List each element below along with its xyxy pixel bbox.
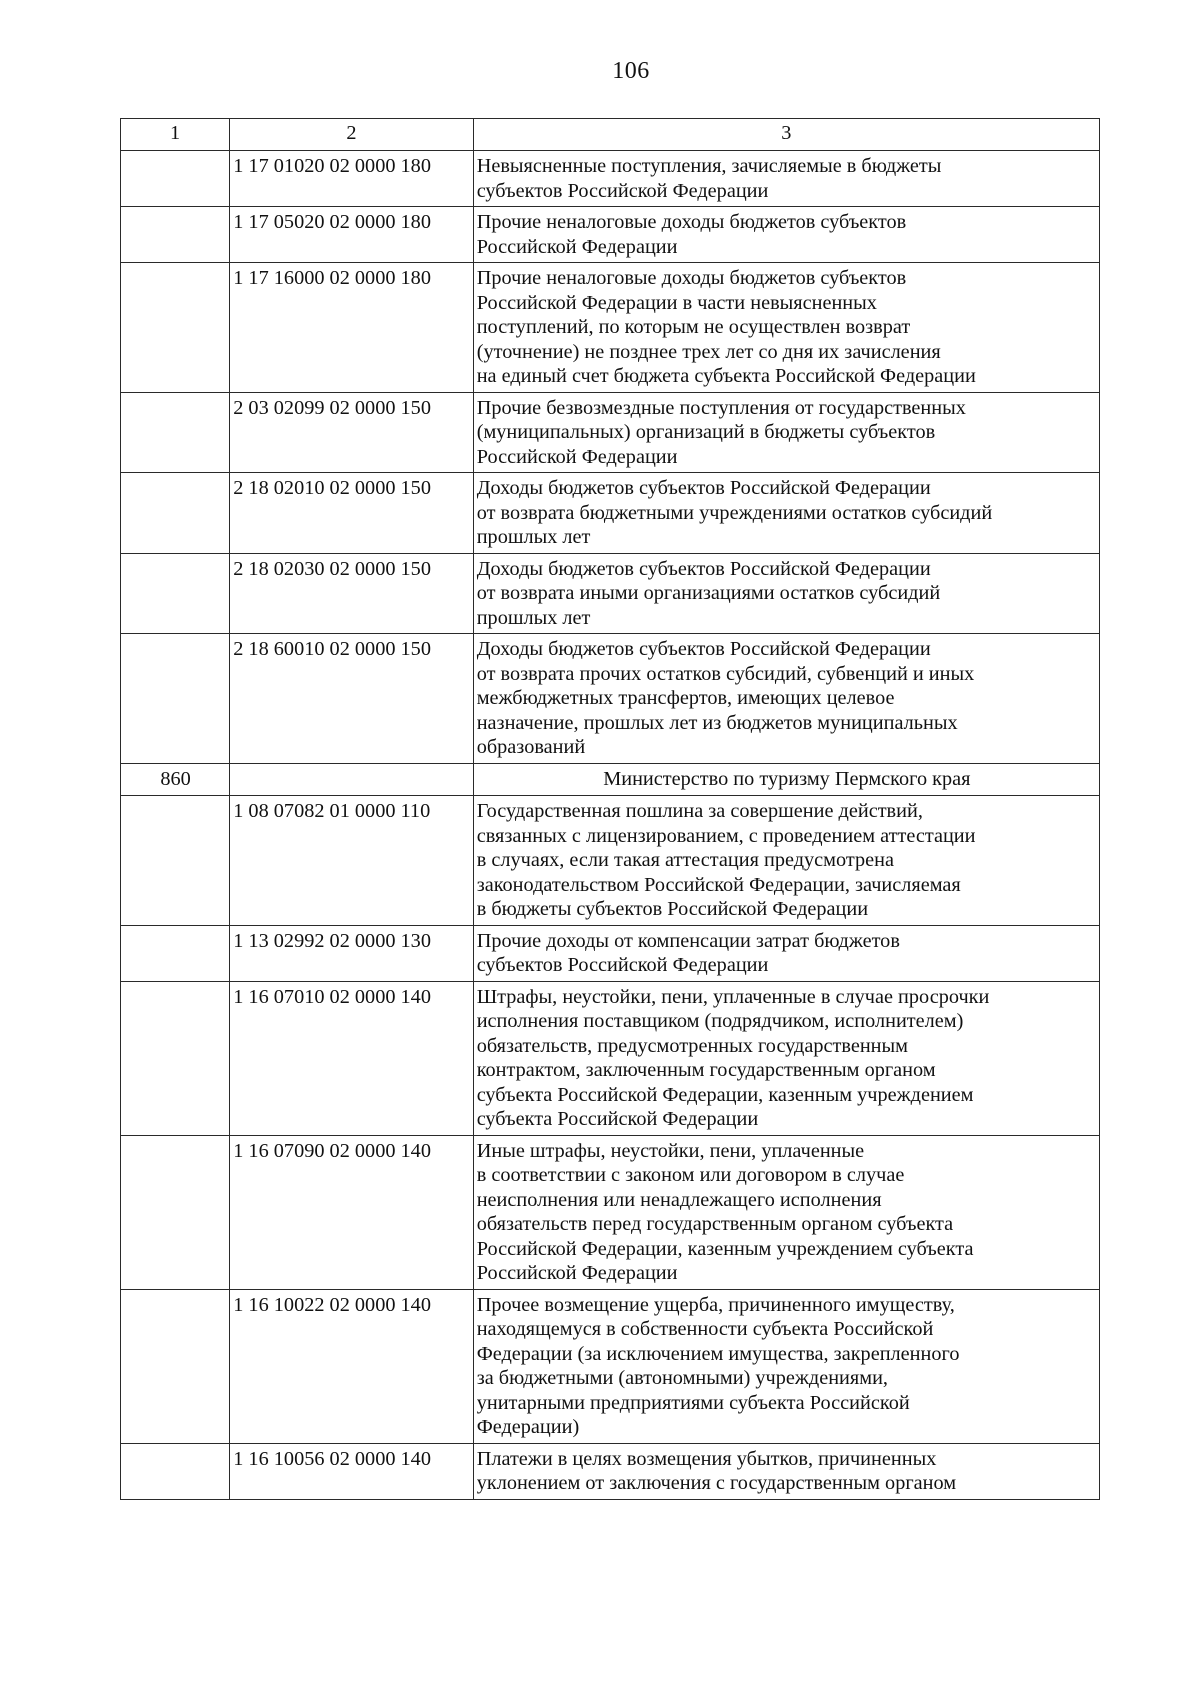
table-row — [121, 925, 1100, 981]
revenue-description-cell: Штрафы, неустойки, пени, уплаченные в случае просрочки исполнения поставщиком (подрядчиком, исполнителем) обязательств, предусмотренных государственным контрактом, заключенным государственным органом субъекта Российской Федерации, казенным учреждением субъекта Российской Федерации — [473, 981, 1099, 1135]
budget-code-cell: 1 16 10056 02 0000 140 — [230, 1443, 473, 1499]
table-row — [121, 392, 1100, 473]
admin-code-cell: 860 — [121, 763, 230, 796]
table-row — [121, 981, 1100, 1135]
column-header-1: 1 — [121, 119, 230, 151]
budget-code-cell: 1 16 10022 02 0000 140 — [230, 1289, 473, 1443]
budget-code-cell: 2 18 60010 02 0000 150 — [230, 634, 473, 764]
table-row — [121, 1443, 1100, 1499]
table-row — [121, 634, 1100, 764]
budget-code-cell — [230, 763, 473, 796]
budget-code-cell: 1 13 02992 02 0000 130 — [230, 925, 473, 981]
revenue-description-cell: Прочие неналоговые доходы бюджетов субъектов Российской Федерации — [473, 207, 1099, 263]
page-number: 106 — [612, 58, 650, 84]
table-row — [121, 473, 1100, 554]
revenue-description-cell: Прочие доходы от компенсации затрат бюджетов субъектов Российской Федерации — [473, 925, 1099, 981]
admin-code-cell — [121, 796, 230, 926]
budget-code-cell: 2 18 02010 02 0000 150 — [230, 473, 473, 554]
budget-classification-table — [120, 118, 1100, 1500]
admin-code-cell — [121, 473, 230, 554]
revenue-description-cell: Платежи в целях возмещения убытков, причиненных уклонением от заключения с государственным органом — [473, 1443, 1099, 1499]
budget-code-cell: 2 18 02030 02 0000 150 — [230, 553, 473, 634]
table-header-row — [121, 119, 1100, 151]
admin-code-cell — [121, 553, 230, 634]
admin-code-cell — [121, 392, 230, 473]
table-row — [121, 1289, 1100, 1443]
admin-code-cell — [121, 1443, 230, 1499]
table-row — [121, 263, 1100, 393]
revenue-description-cell: Иные штрафы, неустойки, пени, уплаченные в соответствии с законом или договором в случае неисполнения или ненадлежащего исполнения обязательств перед государственным органом субъекта Российской Федерации, казенным учреждением субъекта Российской Федерации — [473, 1135, 1099, 1289]
column-header-2: 2 — [230, 119, 473, 151]
budget-code-cell: 1 08 07082 01 0000 110 — [230, 796, 473, 926]
budget-code-cell: 2 03 02099 02 0000 150 — [230, 392, 473, 473]
table-row — [121, 796, 1100, 926]
revenue-description-cell: Государственная пошлина за совершение действий, связанных с лицензированием, с проведением аттестации в случаях, если такая аттестация предусмотрена законодательством Российской Федерации, зачисляемая в бюджеты субъектов Российской Федерации — [473, 796, 1099, 926]
revenue-description-cell: Доходы бюджетов субъектов Российской Федерации от возврата иными организациями остатков субсидий прошлых лет — [473, 553, 1099, 634]
table-row — [121, 1135, 1100, 1289]
revenue-description-cell: Прочее возмещение ущерба, причиненного имуществу, находящемуся в собственности субъекта Российской Федерации (за исключением имущества, закрепленного за бюджетными (автономными) учреждениями, унитарными предприятиями субъекта Российской Федерации) — [473, 1289, 1099, 1443]
section-header-row — [121, 763, 1100, 796]
admin-code-cell — [121, 207, 230, 263]
admin-code-cell — [121, 1289, 230, 1443]
ministry-name-cell: Министерство по туризму Пермского края — [473, 763, 1099, 796]
budget-code-cell: 1 17 16000 02 0000 180 — [230, 263, 473, 393]
revenue-description-cell: Невыясненные поступления, зачисляемые в бюджеты субъектов Российской Федерации — [473, 151, 1099, 207]
table-row — [121, 151, 1100, 207]
revenue-description-cell: Прочие безвозмездные поступления от государственных (муниципальных) организаций в бюджеты субъектов Российской Федерации — [473, 392, 1099, 473]
admin-code-cell — [121, 981, 230, 1135]
budget-code-cell: 1 17 01020 02 0000 180 — [230, 151, 473, 207]
revenue-description-cell: Прочие неналоговые доходы бюджетов субъектов Российской Федерации в части невыясненных поступлений, по которым не осуществлен возврат (уточнение) не позднее трех лет со дня их зачисления на единый счет бюджета субъекта Российской Федерации — [473, 263, 1099, 393]
revenue-description-cell: Доходы бюджетов субъектов Российской Федерации от возврата бюджетными учреждениями остатков субсидий прошлых лет — [473, 473, 1099, 554]
revenue-description-cell: Доходы бюджетов субъектов Российской Федерации от возврата прочих остатков субсидий, субвенций и иных межбюджетных трансфертов, имеющих целевое назначение, прошлых лет из бюджетов муниципальных образований — [473, 634, 1099, 764]
budget-code-cell: 1 17 05020 02 0000 180 — [230, 207, 473, 263]
budget-code-cell: 1 16 07090 02 0000 140 — [230, 1135, 473, 1289]
admin-code-cell — [121, 925, 230, 981]
table-body — [121, 119, 1100, 1500]
admin-code-cell — [121, 634, 230, 764]
column-header-3: 3 — [473, 119, 1099, 151]
admin-code-cell — [121, 1135, 230, 1289]
admin-code-cell — [121, 151, 230, 207]
admin-code-cell — [121, 263, 230, 393]
table-row — [121, 207, 1100, 263]
budget-code-cell: 1 16 07010 02 0000 140 — [230, 981, 473, 1135]
table-row — [121, 553, 1100, 634]
